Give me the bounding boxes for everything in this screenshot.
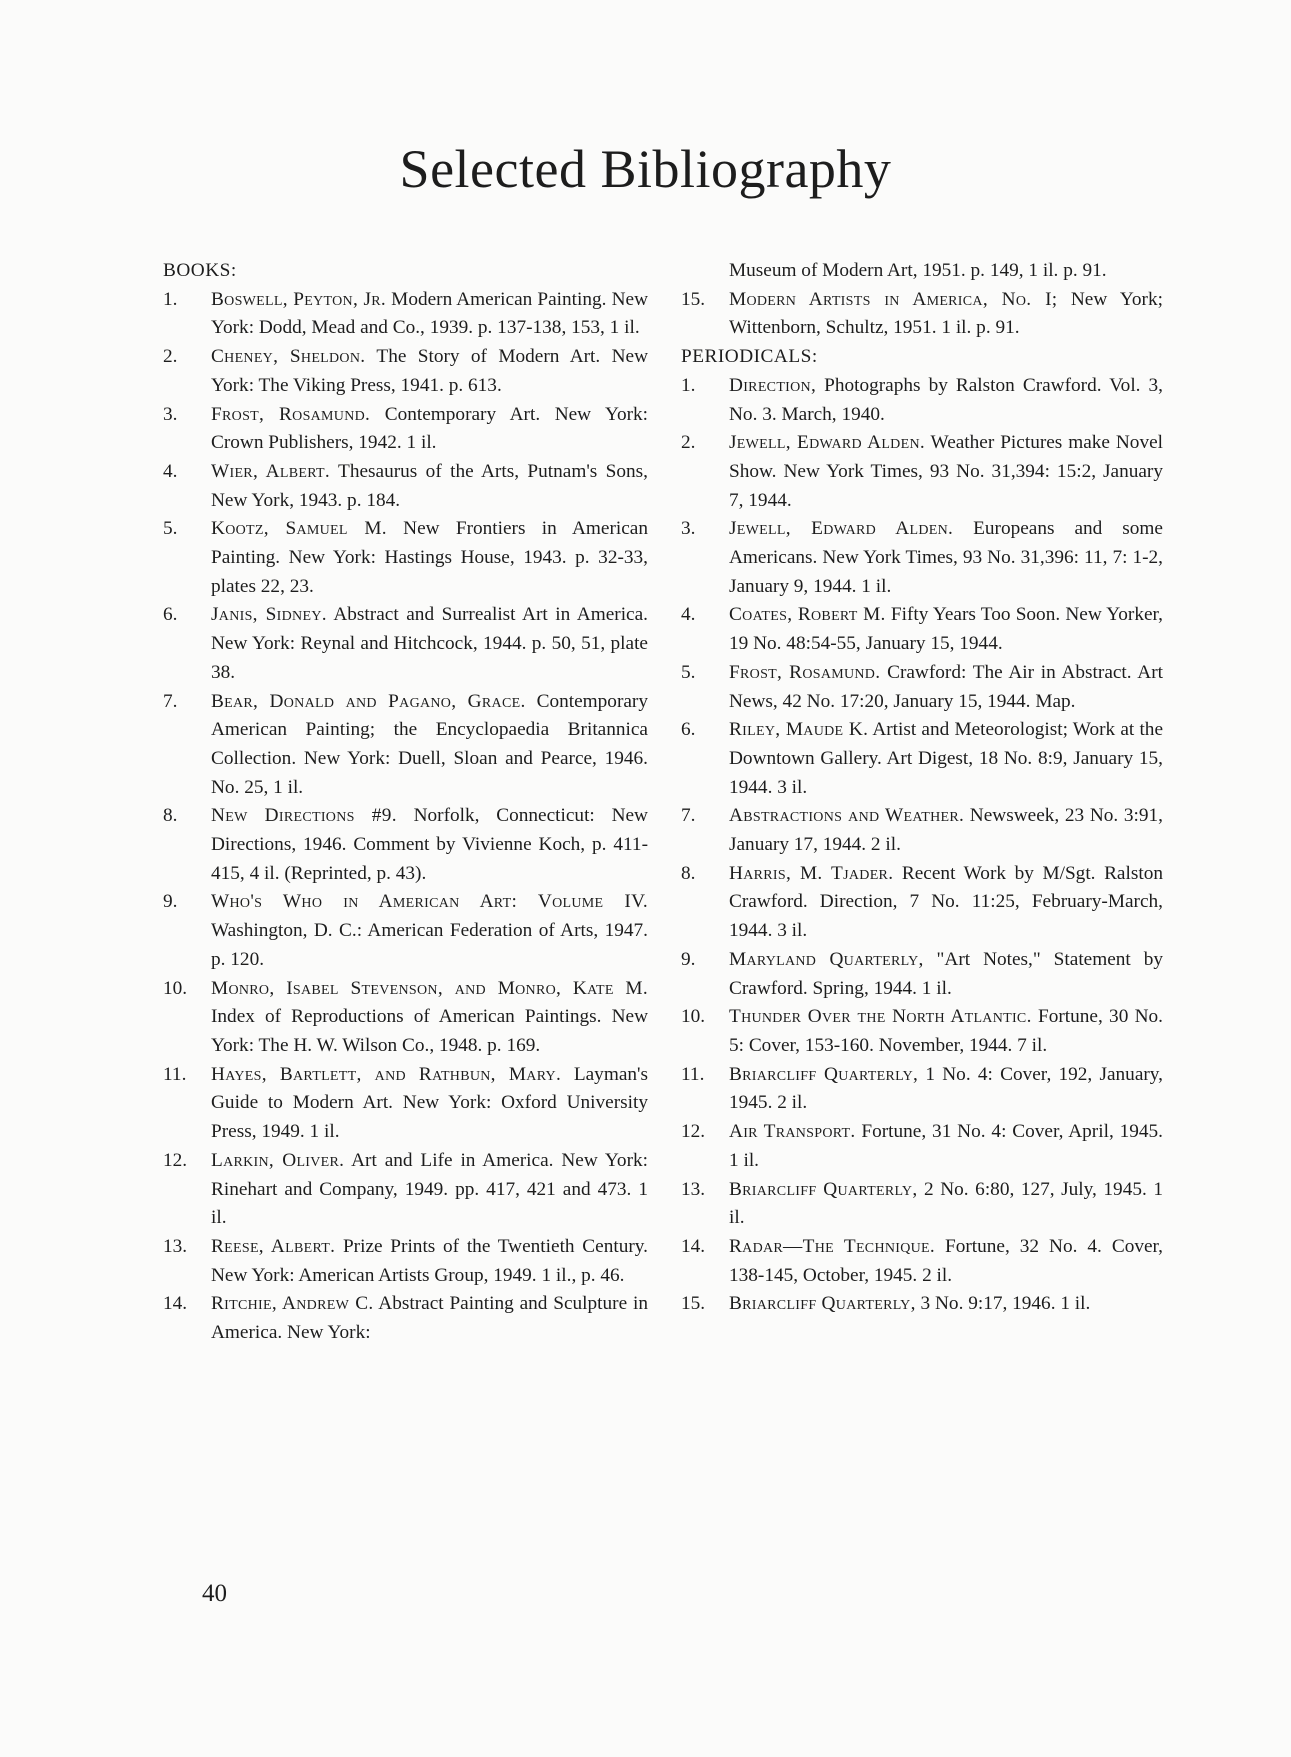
book-entry-8 <box>163 802 648 888</box>
entry-text <box>211 802 648 888</box>
entry-author: Radar—The Technique. <box>729 1235 936 1257</box>
entry-text <box>729 946 1163 1003</box>
periodical-entry-3 <box>681 515 1163 601</box>
book-entry-3 <box>163 401 648 458</box>
entry-author: Direction, <box>729 374 817 396</box>
entry-text <box>211 601 648 687</box>
entry-author: Briarcliff Quarterly, <box>729 1178 918 1200</box>
entry-details: The Story of Modern Art. New York: The Viking Press, 1941. p. 613. <box>211 346 649 396</box>
periodical-entry-6 <box>681 716 1163 802</box>
entry-author: Briarcliff Quarterly, <box>729 1063 919 1085</box>
book-14-continuation: Museum of Modern Art, 1951. p. 149, 1 il. p. 91. <box>729 260 1107 281</box>
entry-details: Contemporary Art. New York: Crown Publishers, 1942. 1 il. <box>211 403 649 454</box>
entry-number: 12. <box>681 1121 706 1143</box>
entry-author: Wier, Albert. <box>211 460 331 482</box>
periodicals-list <box>681 372 1163 1319</box>
entry-text <box>729 1233 1163 1290</box>
entry-text <box>729 1118 1163 1175</box>
book-entry-10 <box>163 975 648 1061</box>
periodical-entry-8 <box>681 860 1163 946</box>
left-column <box>163 257 648 1348</box>
book-entry-2 <box>163 343 648 400</box>
entry-text <box>729 372 1163 429</box>
book-entry-9 <box>163 888 648 974</box>
entry-details: Crawford: The Air in Abstract. Art News, 42 No. 17:20, January 15, 1944. Map. <box>729 661 1163 712</box>
book-entry-1 <box>163 286 648 343</box>
entry-text <box>211 888 648 974</box>
entry-author: Riley, Maude K. <box>729 719 869 741</box>
entry-number: 13. <box>681 1178 706 1200</box>
entry-details: Abstract Painting and Sculpture in America. New York: <box>211 1293 648 1344</box>
entry-text <box>211 1233 648 1290</box>
entry-author: Janis, Sidney. <box>211 604 327 626</box>
entry-author: Reese, Albert. <box>211 1235 336 1257</box>
entry-details: Layman's Guide to Modern Art. New York: Oxford University Press, 1949. 1 il. <box>211 1063 648 1143</box>
entry-number: 7. <box>163 690 178 712</box>
entry-author: Coates, Robert M. <box>729 604 886 626</box>
book-entry-7 <box>163 688 648 803</box>
entry-number: 4. <box>163 460 178 482</box>
entry-text <box>211 1061 648 1147</box>
entry-author: Cheney, Sheldon. <box>211 346 366 368</box>
entry-text <box>729 1176 1163 1233</box>
entry-text <box>211 286 648 343</box>
books-heading: BOOKS: <box>163 260 237 281</box>
periodical-entry-10 <box>681 1003 1163 1060</box>
entry-details: Newsweek, 23 No. 3:91, January 17, 1944. 2 il. <box>729 805 1163 856</box>
entry-author: Air Transport. <box>729 1121 856 1143</box>
entry-number: 12. <box>163 1149 188 1171</box>
entry-author: New Directions #9. <box>211 805 397 827</box>
entry-details: Washington, D. C.: American Federation of Arts, 1947. p. 120. <box>211 920 648 970</box>
entry-author: Abstractions and Weather. <box>729 805 965 827</box>
entry-details: Prize Prints of the Twentieth Century. New York: American Artists Group, 1949. 1 il., p. 46. <box>211 1235 648 1286</box>
entry-author: Frost, Rosamund. <box>729 661 881 683</box>
entry-author: Boswell, Peyton, Jr. <box>211 288 387 310</box>
entry-author: Jewell, Edward Alden. <box>729 518 954 540</box>
entry-details: Fortune, 30 No. 5: Cover, 153-160. November, 1944. 7 il. <box>729 1006 1163 1056</box>
periodical-entry-14 <box>681 1233 1163 1290</box>
entry-number: 9. <box>681 948 696 970</box>
entry-details: Photographs by Ralston Crawford. Vol. 3, No. 3. March, 1940. <box>729 374 1163 425</box>
entry-details: Fifty Years Too Soon. New Yorker, 19 No. 48:54-55, January 15, 1944. <box>729 604 1164 655</box>
entry-text <box>729 1003 1163 1060</box>
entry-number: 3. <box>681 518 696 540</box>
entry-author: Harris, M. Tjader. <box>729 862 894 884</box>
entry-details: Modern American Painting. New York: Dodd, Mead and Co., 1939. p. 137-138, 153, 1 il. <box>211 288 648 339</box>
entry-number: 14. <box>681 1235 706 1257</box>
entry-text <box>729 286 1163 343</box>
entry-text <box>211 401 648 458</box>
book-entry-5 <box>163 515 648 601</box>
entry-number: 13. <box>163 1235 188 1257</box>
entry-details: Fortune, 31 No. 4: Cover, April, 1945. 1 il. <box>729 1121 1164 1171</box>
entry-number: 5. <box>681 661 696 683</box>
entry-details: Abstract and Surrealist Art in America. New York: Reynal and Hitchcock, 1944. p. 50, 51, plate 38. <box>211 604 648 683</box>
entry-number: 5. <box>163 518 178 540</box>
entry-author: Who's Who in American Art: Volume IV. <box>211 891 648 913</box>
entry-text <box>211 975 648 1061</box>
entry-number: 11. <box>163 1063 187 1085</box>
periodical-entry-2 <box>681 429 1163 515</box>
periodical-entry-12 <box>681 1118 1163 1175</box>
entry-author: Ritchie, Andrew C. <box>211 1293 374 1315</box>
book-entry-4 <box>163 458 648 515</box>
entry-author: Thunder Over the North Atlantic. <box>729 1006 1032 1028</box>
book-entry-14 <box>163 1290 648 1347</box>
entry-number: 15. <box>681 1293 706 1315</box>
entry-details: 2 No. 6:80, 127, July, 1945. 1 il. <box>729 1178 1164 1229</box>
entry-text <box>211 1290 648 1347</box>
entry-author: Bear, Donald and Pagano, Grace. <box>211 690 526 712</box>
entry-details: Contemporary American Painting; the Encyclopaedia Britannica Collection. New York: Duell, Sloan and Pearce, 1946. No. 25, 1 il. <box>211 690 648 798</box>
books-list <box>163 286 648 1348</box>
page-number: 40 <box>202 1580 227 1607</box>
periodical-entry-1 <box>681 372 1163 429</box>
entry-number: 3. <box>163 403 178 425</box>
entry-number: 1. <box>163 288 178 310</box>
entry-author: Frost, Rosamund. <box>211 403 371 425</box>
entry-number: 8. <box>163 805 178 827</box>
entry-details: Thesaurus of the Arts, Putnam's Sons, New York, 1943. p. 184. <box>211 460 648 511</box>
entry-number: 4. <box>681 604 696 626</box>
entry-text <box>729 659 1163 716</box>
entry-details: New Frontiers in American Painting. New York: Hastings House, 1943. p. 32-33, plates 22, 23. <box>211 518 648 597</box>
entry-number: 10. <box>163 977 188 999</box>
periodicals-heading: PERIODICALS: <box>681 346 818 368</box>
entry-text <box>729 601 1163 658</box>
entry-text <box>729 802 1163 859</box>
entry-details: Artist and Meteorologist; Work at the Downtown Gallery. Art Digest, 18 No. 8:9, January 15, 1944. 3 il. <box>729 719 1163 798</box>
entry-number: 2. <box>163 346 178 368</box>
entry-number: 9. <box>163 891 178 913</box>
entry-number: 11. <box>681 1063 705 1085</box>
entry-details: 3 No. 9:17, 1946. 1 il. <box>915 1293 1091 1315</box>
entry-number: 6. <box>681 719 696 741</box>
periodical-entry-13 <box>681 1176 1163 1233</box>
entry-details: Europeans and some Americans. New York Times, 93 No. 31,396: 11, 7: 1-2, January 9, 1944. 1 il. <box>729 518 1163 597</box>
entry-author: Jewell, Edward Alden. <box>729 432 925 454</box>
entry-author: Briarcliff Quarterly, <box>729 1293 916 1315</box>
entry-details: Art and Life in America. New York: Rinehart and Company, 1949. pp. 417, 421 and 473. 1 il. <box>211 1149 648 1229</box>
periodical-entry-9 <box>681 946 1163 1003</box>
entry-text <box>211 515 648 601</box>
entry-number: 15. <box>681 288 706 310</box>
book-entry-15 <box>681 286 1163 343</box>
book-entry-11 <box>163 1061 648 1147</box>
entry-details: Norfolk, Connecticut: New Directions, 1946. Comment by Vivienne Koch, p. 411-415, 4 il. (Reprinted, p. 43). <box>211 805 648 884</box>
entry-author: Monro, Isabel Stevenson, and Monro, Kate M. <box>211 977 648 999</box>
book-entry-12 <box>163 1147 648 1233</box>
entry-details: "Art Notes," Statement by Crawford. Spring, 1944. 1 il. <box>729 948 1164 999</box>
entry-author: Modern Artists in America, No. I; <box>729 288 1058 310</box>
entry-number: 2. <box>681 432 696 454</box>
entry-text <box>729 515 1163 601</box>
periodical-entry-11 <box>681 1061 1163 1118</box>
entry-text <box>211 1147 648 1233</box>
book-entry-13 <box>163 1233 648 1290</box>
entry-details: New York; Wittenborn, Schultz, 1951. 1 il. p. 91. <box>729 288 1163 339</box>
entry-number: 1. <box>681 374 696 396</box>
entry-text <box>211 343 648 400</box>
entry-details: Weather Pictures make Novel Show. New York Times, 93 No. 31,394: 15:2, January 7, 1944. <box>729 432 1163 511</box>
entry-number: 6. <box>163 604 178 626</box>
entry-text <box>729 716 1163 802</box>
entry-details: Index of Reproductions of American Paintings. New York: The H. W. Wilson Co., 1948. p. 169. <box>211 1006 648 1056</box>
page-title: Selected Bibliography <box>399 139 892 199</box>
entry-details: 1 No. 4: Cover, 192, January, 1945. 2 il. <box>729 1063 1164 1114</box>
entry-details: Fortune, 32 No. 4. Cover, 138-145, October, 1945. 2 il. <box>729 1235 1163 1286</box>
entry-number: 8. <box>681 862 696 884</box>
periodical-entry-5 <box>681 659 1163 716</box>
entry-text <box>729 860 1163 946</box>
entry-text <box>729 1061 1163 1118</box>
entry-text <box>729 429 1163 515</box>
entry-text <box>729 1290 1163 1319</box>
entry-text <box>211 688 648 803</box>
periodical-entry-7 <box>681 802 1163 859</box>
entry-author: Kootz, Samuel M. <box>211 518 387 540</box>
entry-number: 10. <box>681 1006 706 1028</box>
periodical-entry-15 <box>681 1290 1163 1319</box>
entry-number: 7. <box>681 805 696 827</box>
entry-number: 14. <box>163 1293 188 1315</box>
book-entry-6 <box>163 601 648 687</box>
entry-author: Larkin, Oliver. <box>211 1149 345 1171</box>
right-column <box>681 257 1163 1319</box>
entry-text <box>211 458 648 515</box>
entry-author: Hayes, Bartlett, and Rathbun, Mary. <box>211 1063 562 1085</box>
periodical-entry-4 <box>681 601 1163 658</box>
entry-author: Maryland Quarterly, <box>729 948 924 970</box>
entry-details: Recent Work by M/Sgt. Ralston Crawford. Direction, 7 No. 11:25, February-March, 1944. 3 il. <box>729 862 1163 942</box>
